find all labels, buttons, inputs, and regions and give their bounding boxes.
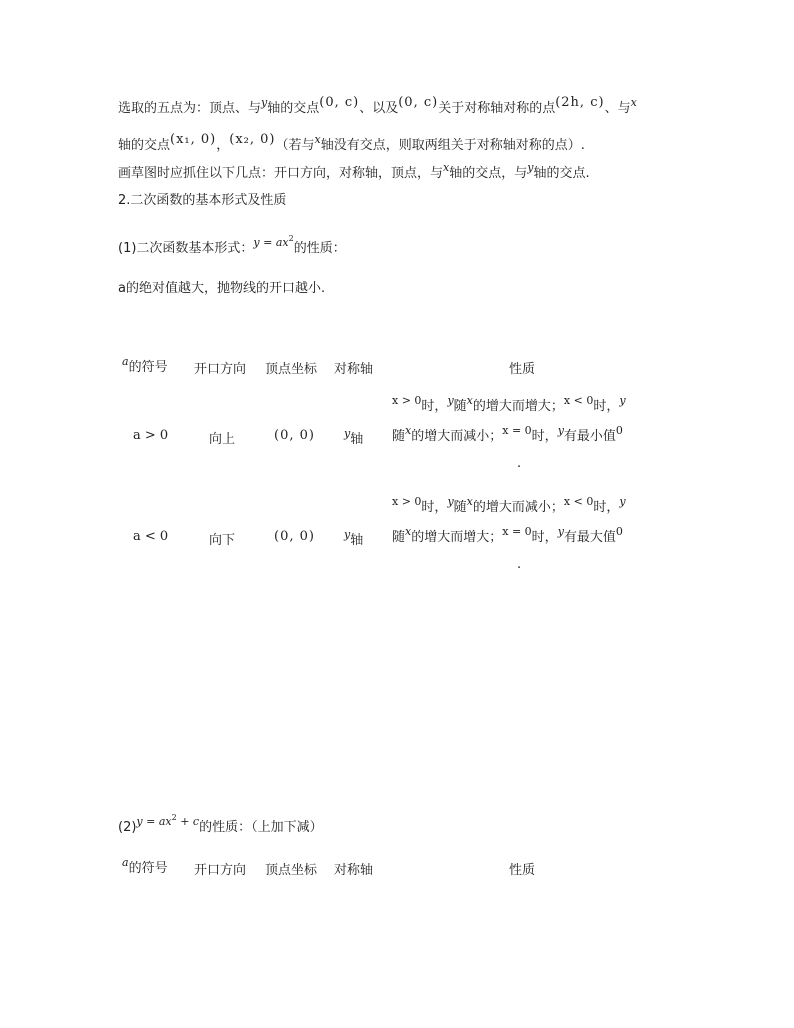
- header-sign-label: 的符号: [128, 360, 168, 375]
- text: 时，: [531, 429, 558, 444]
- header-vertex: 顶点坐标: [265, 863, 318, 878]
- text: (2): [118, 820, 137, 835]
- subsection-shift-form: [118, 813, 323, 838]
- note-text: a的绝对值越大，抛物线的开口越小.: [118, 281, 326, 296]
- header-axis: 对称轴: [334, 863, 374, 878]
- math-point: (0, c): [319, 95, 360, 110]
- cell-properties: [392, 392, 662, 452]
- end-period: .: [517, 557, 522, 572]
- text: 的增大而增大；: [472, 399, 564, 414]
- text: 轴的交点，与: [449, 166, 528, 181]
- math-x: x: [405, 424, 412, 437]
- cell-sign: a < 0: [133, 529, 169, 544]
- math-x: x: [630, 96, 637, 109]
- cell-vertex: (0, 0): [274, 529, 315, 544]
- text: 、与: [604, 101, 631, 116]
- prop-line-2: [392, 422, 662, 452]
- text: 的性质：（上加下减）: [199, 820, 323, 835]
- math-formula: y = ax: [253, 236, 289, 249]
- subsection-basic-form: [118, 234, 346, 259]
- cell-vertex: (0, 0): [274, 428, 315, 443]
- math-y: y: [344, 427, 351, 440]
- math-y: y: [619, 495, 626, 508]
- text: 轴没有交点，则取两组关于对称轴对称的点）.: [320, 138, 585, 153]
- paragraph-intersections: [118, 132, 585, 155]
- text: 的增大而减小；: [411, 429, 503, 444]
- cell-axis: [344, 428, 363, 447]
- math-x: x: [405, 525, 412, 538]
- text: 时，: [421, 399, 448, 414]
- header-sign-label: 的符号: [128, 861, 168, 876]
- math-y: y: [344, 528, 351, 541]
- math-point: (0, c): [398, 95, 439, 110]
- math-formula-tail: + c: [176, 815, 200, 828]
- text: 随: [392, 429, 406, 444]
- math-zero: 0: [615, 525, 623, 538]
- math-zero: 0: [615, 424, 623, 437]
- cell-open: 向上: [209, 432, 236, 447]
- math-point: (x₂, 0): [229, 132, 276, 147]
- math-formula: y = ax: [136, 815, 172, 828]
- math-cond: x = 0: [502, 424, 532, 437]
- text: 时，: [421, 500, 448, 515]
- text: 时，: [593, 500, 620, 515]
- cell-properties: [392, 493, 662, 553]
- math-y: y: [261, 96, 268, 109]
- header-open: 开口方向: [194, 863, 247, 878]
- end-period: .: [517, 456, 522, 471]
- text: 随: [453, 500, 467, 515]
- math-cond: x > 0: [392, 394, 422, 407]
- cell-open: 向下: [209, 533, 236, 548]
- math-a: a: [122, 856, 129, 869]
- text: ，: [216, 138, 230, 153]
- math-cond: x > 0: [392, 495, 422, 508]
- text: 随: [453, 399, 467, 414]
- text: 画草图时应抓住以下几点：开口方向，对称轴，顶点，与: [118, 166, 444, 181]
- header-sign: [122, 857, 168, 876]
- text: 的性质：: [293, 241, 346, 256]
- math-x: x: [314, 133, 321, 146]
- text: 有最小值: [563, 429, 616, 444]
- text: 的增大而减小；: [472, 500, 564, 515]
- header-prop: 性质: [509, 863, 536, 878]
- text: 时，: [531, 530, 558, 545]
- math-cond: x < 0: [563, 394, 594, 407]
- math-y: y: [447, 495, 454, 508]
- header-open: 开口方向: [194, 362, 247, 377]
- math-y: y: [557, 424, 564, 437]
- header-prop: 性质: [509, 362, 536, 377]
- text: 、以及: [359, 101, 399, 116]
- math-y: y: [527, 161, 534, 174]
- text: 时，: [593, 399, 620, 414]
- text: 轴的交点: [118, 138, 171, 153]
- section-title: 2.二次函数的基本形式及性质: [118, 193, 287, 208]
- math-x: x: [443, 161, 450, 174]
- math-x: x: [466, 394, 473, 407]
- text: 的增大而增大；: [411, 530, 503, 545]
- math-y: y: [447, 394, 454, 407]
- math-x: x: [466, 495, 473, 508]
- note-abs-a: [118, 280, 325, 298]
- text: 轴的交点.: [533, 166, 590, 181]
- math-y: y: [557, 525, 564, 538]
- paragraph-sketch-tips: [118, 161, 590, 183]
- axis-label: 轴: [350, 533, 364, 548]
- math-point: (x₁, 0): [170, 132, 217, 147]
- prop-line-1: [392, 392, 662, 422]
- text: （若与: [275, 138, 315, 153]
- math-exponent: 2: [171, 813, 177, 822]
- cell-axis: [344, 529, 363, 548]
- math-y: y: [619, 394, 626, 407]
- header-axis: 对称轴: [334, 362, 374, 377]
- math-cond: x = 0: [502, 525, 532, 538]
- text: (1)二次函数基本形式：: [118, 241, 254, 256]
- section-heading: [118, 192, 286, 210]
- cell-sign: a > 0: [133, 428, 169, 443]
- math-a: a: [122, 355, 129, 368]
- text: 轴的交点: [267, 101, 320, 116]
- prop-line-1: [392, 493, 662, 523]
- text: 有最大值: [563, 530, 616, 545]
- math-cond: x < 0: [563, 495, 594, 508]
- text: 选取的五点为：顶点、与: [118, 101, 262, 116]
- text: 关于对称轴对称的点: [438, 101, 556, 116]
- header-sign: [122, 356, 168, 375]
- axis-label: 轴: [350, 432, 364, 447]
- prop-line-2: [392, 523, 662, 553]
- paragraph-five-points: [118, 95, 637, 118]
- text: 随: [392, 530, 406, 545]
- header-vertex: 顶点坐标: [265, 362, 318, 377]
- math-exponent: 2: [288, 234, 294, 243]
- math-point: (2h, c): [555, 95, 605, 110]
